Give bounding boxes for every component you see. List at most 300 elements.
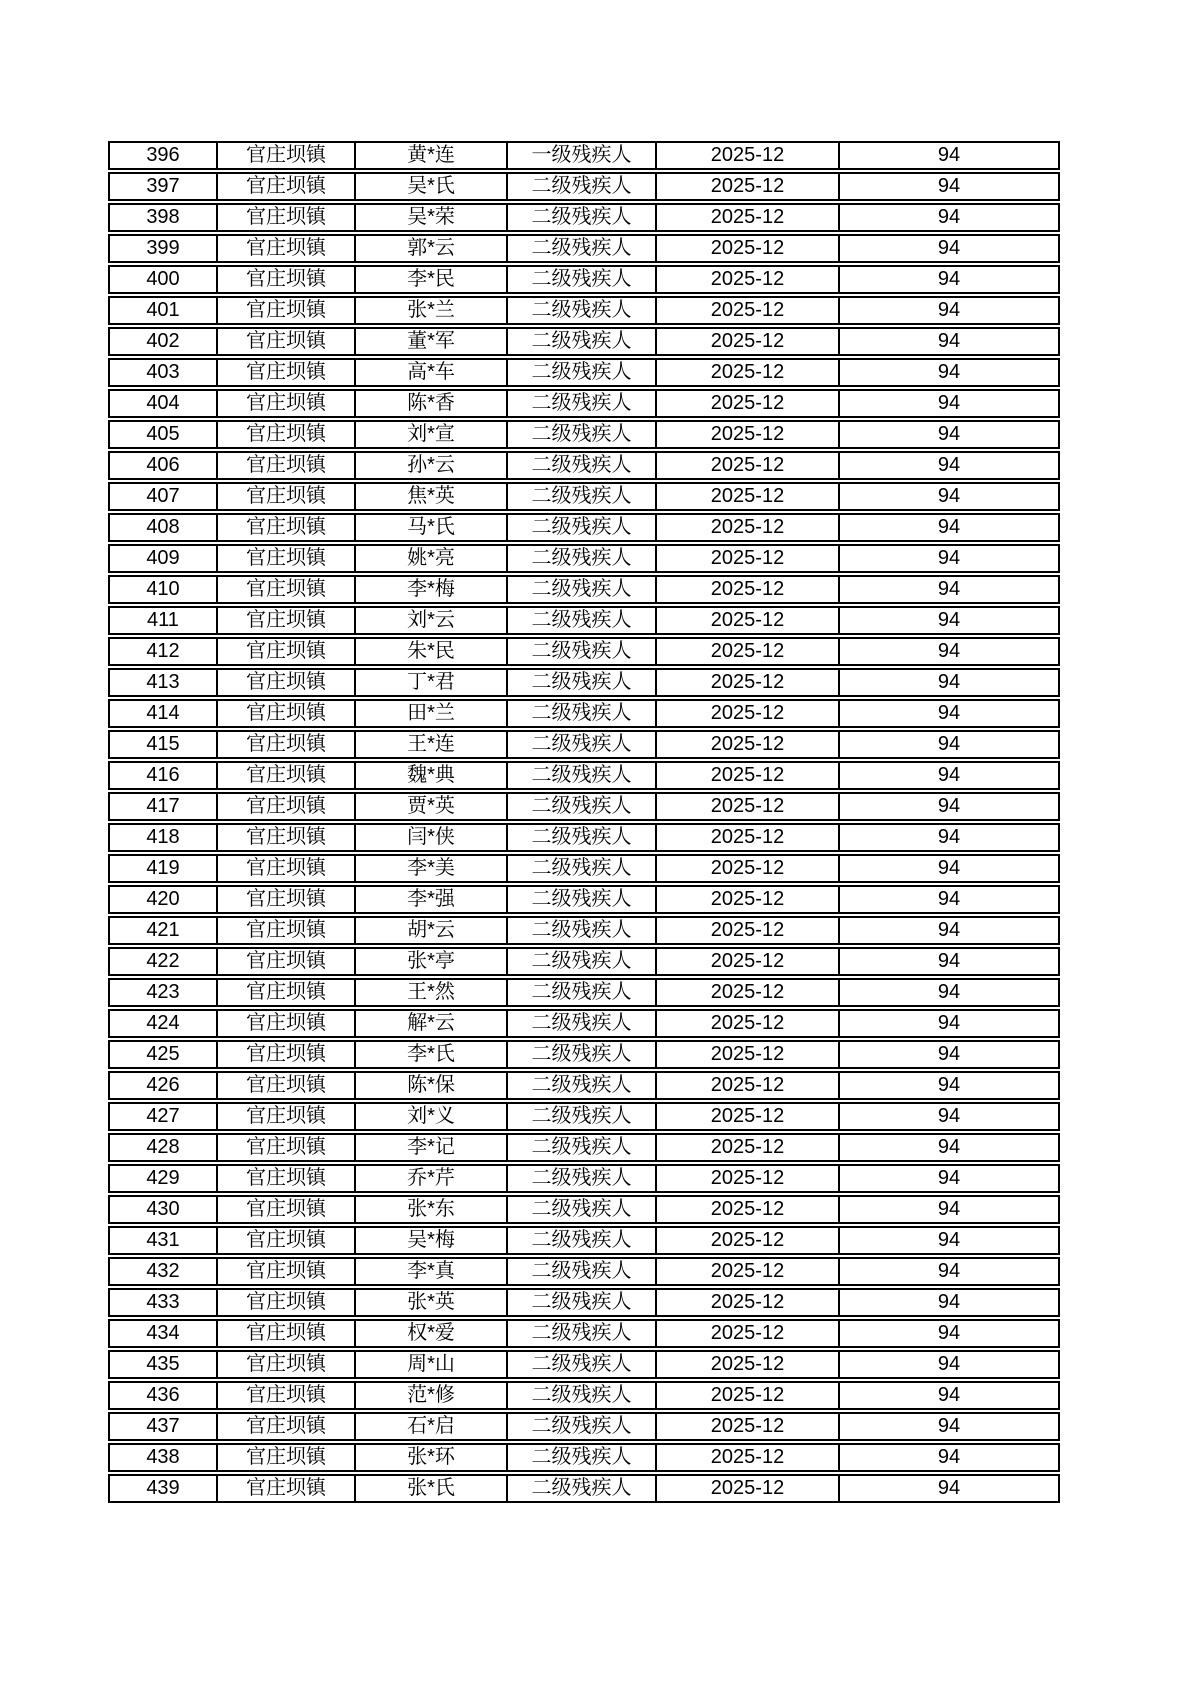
amount-cell: 94 [839, 544, 1060, 573]
disability-level-cell: 二级残疾人 [507, 699, 656, 728]
table-row [108, 172, 1060, 201]
month-cell: 2025-12 [656, 1009, 839, 1038]
amount-cell: 94 [839, 1195, 1060, 1224]
disability-level-cell: 二级残疾人 [507, 1009, 656, 1038]
month-cell: 2025-12 [656, 1195, 839, 1224]
town-cell: 官庄坝镇 [217, 1288, 355, 1317]
table-row [108, 420, 1060, 449]
disability-level-cell: 二级残疾人 [507, 947, 656, 976]
table-row [108, 1226, 1060, 1255]
disability-level-cell: 二级残疾人 [507, 358, 656, 387]
month-cell: 2025-12 [656, 637, 839, 666]
table-row [108, 327, 1060, 356]
town-cell: 官庄坝镇 [217, 978, 355, 1007]
masked-name-cell: 刘*宣 [355, 420, 507, 449]
month-cell: 2025-12 [656, 730, 839, 759]
table-row [108, 1040, 1060, 1069]
month-cell: 2025-12 [656, 1474, 839, 1503]
month-cell: 2025-12 [656, 1412, 839, 1441]
town-cell: 官庄坝镇 [217, 947, 355, 976]
amount-cell: 94 [839, 1288, 1060, 1317]
table-row [108, 637, 1060, 666]
amount-cell: 94 [839, 1164, 1060, 1193]
table-row [108, 606, 1060, 635]
town-cell: 官庄坝镇 [217, 792, 355, 821]
amount-cell: 94 [839, 1350, 1060, 1379]
table-row [108, 1195, 1060, 1224]
town-cell: 官庄坝镇 [217, 1257, 355, 1286]
masked-name-cell: 朱*民 [355, 637, 507, 666]
amount-cell: 94 [839, 358, 1060, 387]
row-number-cell: 403 [108, 358, 217, 387]
month-cell: 2025-12 [656, 978, 839, 1007]
month-cell: 2025-12 [656, 606, 839, 635]
disability-level-cell: 二级残疾人 [507, 265, 656, 294]
table-row [108, 1443, 1060, 1472]
table-row [108, 823, 1060, 852]
amount-cell: 94 [839, 451, 1060, 480]
table-row [108, 1412, 1060, 1441]
disability-level-cell: 二级残疾人 [507, 916, 656, 945]
masked-name-cell: 张*兰 [355, 296, 507, 325]
amount-cell: 94 [839, 203, 1060, 232]
amount-cell: 94 [839, 327, 1060, 356]
masked-name-cell: 范*修 [355, 1381, 507, 1410]
amount-cell: 94 [839, 761, 1060, 790]
town-cell: 官庄坝镇 [217, 265, 355, 294]
town-cell: 官庄坝镇 [217, 1195, 355, 1224]
town-cell: 官庄坝镇 [217, 1133, 355, 1162]
town-cell: 官庄坝镇 [217, 1412, 355, 1441]
table-row [108, 1474, 1060, 1503]
row-number-cell: 409 [108, 544, 217, 573]
masked-name-cell: 周*山 [355, 1350, 507, 1379]
disability-level-cell: 二级残疾人 [507, 544, 656, 573]
amount-cell: 94 [839, 172, 1060, 201]
masked-name-cell: 陈*香 [355, 389, 507, 418]
row-number-cell: 398 [108, 203, 217, 232]
masked-name-cell: 黄*连 [355, 141, 507, 170]
disability-level-cell: 二级残疾人 [507, 606, 656, 635]
amount-cell: 94 [839, 575, 1060, 604]
row-number-cell: 429 [108, 1164, 217, 1193]
disability-level-cell: 二级残疾人 [507, 637, 656, 666]
masked-name-cell: 李*真 [355, 1257, 507, 1286]
amount-cell: 94 [839, 1102, 1060, 1131]
row-number-cell: 402 [108, 327, 217, 356]
masked-name-cell: 胡*云 [355, 916, 507, 945]
table-row [108, 513, 1060, 542]
disability-level-cell: 二级残疾人 [507, 668, 656, 697]
disability-level-cell: 二级残疾人 [507, 1133, 656, 1162]
town-cell: 官庄坝镇 [217, 1319, 355, 1348]
town-cell: 官庄坝镇 [217, 668, 355, 697]
amount-cell: 94 [839, 1071, 1060, 1100]
row-number-cell: 417 [108, 792, 217, 821]
table-row [108, 761, 1060, 790]
row-number-cell: 433 [108, 1288, 217, 1317]
amount-cell: 94 [839, 141, 1060, 170]
disability-level-cell: 二级残疾人 [507, 730, 656, 759]
row-number-cell: 434 [108, 1319, 217, 1348]
amount-cell: 94 [839, 947, 1060, 976]
disability-level-cell: 二级残疾人 [507, 1195, 656, 1224]
disability-level-cell: 二级残疾人 [507, 1102, 656, 1131]
month-cell: 2025-12 [656, 172, 839, 201]
row-number-cell: 419 [108, 854, 217, 883]
disability-level-cell: 二级残疾人 [507, 761, 656, 790]
row-number-cell: 421 [108, 916, 217, 945]
town-cell: 官庄坝镇 [217, 1443, 355, 1472]
amount-cell: 94 [839, 265, 1060, 294]
town-cell: 官庄坝镇 [217, 389, 355, 418]
masked-name-cell: 刘*云 [355, 606, 507, 635]
masked-name-cell: 乔*芹 [355, 1164, 507, 1193]
table-row [108, 203, 1060, 232]
row-number-cell: 430 [108, 1195, 217, 1224]
disability-level-cell: 二级残疾人 [507, 1071, 656, 1100]
masked-name-cell: 焦*英 [355, 482, 507, 511]
table-row [108, 1288, 1060, 1317]
amount-cell: 94 [839, 854, 1060, 883]
town-cell: 官庄坝镇 [217, 1381, 355, 1410]
masked-name-cell: 刘*义 [355, 1102, 507, 1131]
row-number-cell: 411 [108, 606, 217, 635]
amount-cell: 94 [839, 637, 1060, 666]
disability-level-cell: 二级残疾人 [507, 1350, 656, 1379]
amount-cell: 94 [839, 606, 1060, 635]
row-number-cell: 437 [108, 1412, 217, 1441]
town-cell: 官庄坝镇 [217, 1040, 355, 1069]
row-number-cell: 418 [108, 823, 217, 852]
amount-cell: 94 [839, 823, 1060, 852]
disability-level-cell: 二级残疾人 [507, 203, 656, 232]
town-cell: 官庄坝镇 [217, 637, 355, 666]
town-cell: 官庄坝镇 [217, 823, 355, 852]
row-number-cell: 400 [108, 265, 217, 294]
disability-level-cell: 二级残疾人 [507, 234, 656, 263]
month-cell: 2025-12 [656, 513, 839, 542]
disability-level-cell: 二级残疾人 [507, 854, 656, 883]
table-row [108, 296, 1060, 325]
town-cell: 官庄坝镇 [217, 358, 355, 387]
masked-name-cell: 李*记 [355, 1133, 507, 1162]
row-number-cell: 435 [108, 1350, 217, 1379]
amount-cell: 94 [839, 420, 1060, 449]
masked-name-cell: 孙*云 [355, 451, 507, 480]
table-row [108, 1350, 1060, 1379]
table-row [108, 389, 1060, 418]
town-cell: 官庄坝镇 [217, 1102, 355, 1131]
amount-cell: 94 [839, 699, 1060, 728]
table-row [108, 699, 1060, 728]
disability-level-cell: 二级残疾人 [507, 792, 656, 821]
disability-level-cell: 二级残疾人 [507, 885, 656, 914]
disability-level-cell: 二级残疾人 [507, 389, 656, 418]
amount-cell: 94 [839, 1009, 1060, 1038]
masked-name-cell: 王*然 [355, 978, 507, 1007]
disability-level-cell: 一级残疾人 [507, 141, 656, 170]
month-cell: 2025-12 [656, 947, 839, 976]
row-number-cell: 396 [108, 141, 217, 170]
masked-name-cell: 张*东 [355, 1195, 507, 1224]
amount-cell: 94 [839, 668, 1060, 697]
town-cell: 官庄坝镇 [217, 916, 355, 945]
row-number-cell: 422 [108, 947, 217, 976]
row-number-cell: 401 [108, 296, 217, 325]
amount-cell: 94 [839, 792, 1060, 821]
row-number-cell: 415 [108, 730, 217, 759]
month-cell: 2025-12 [656, 1164, 839, 1193]
disability-level-cell: 二级残疾人 [507, 1257, 656, 1286]
month-cell: 2025-12 [656, 1226, 839, 1255]
town-cell: 官庄坝镇 [217, 1164, 355, 1193]
town-cell: 官庄坝镇 [217, 172, 355, 201]
disability-level-cell: 二级残疾人 [507, 513, 656, 542]
amount-cell: 94 [839, 1133, 1060, 1162]
amount-cell: 94 [839, 885, 1060, 914]
disability-level-cell: 二级残疾人 [507, 1381, 656, 1410]
town-cell: 官庄坝镇 [217, 854, 355, 883]
table-row [108, 234, 1060, 263]
disability-level-cell: 二级残疾人 [507, 1412, 656, 1441]
table-row [108, 792, 1060, 821]
disability-level-cell: 二级残疾人 [507, 327, 656, 356]
town-cell: 官庄坝镇 [217, 544, 355, 573]
month-cell: 2025-12 [656, 1102, 839, 1131]
month-cell: 2025-12 [656, 327, 839, 356]
disability-level-cell: 二级残疾人 [507, 451, 656, 480]
amount-cell: 94 [839, 1319, 1060, 1348]
masked-name-cell: 张*亭 [355, 947, 507, 976]
row-number-cell: 413 [108, 668, 217, 697]
masked-name-cell: 张*环 [355, 1443, 507, 1472]
masked-name-cell: 李*美 [355, 854, 507, 883]
masked-name-cell: 马*氏 [355, 513, 507, 542]
month-cell: 2025-12 [656, 699, 839, 728]
table-row [108, 265, 1060, 294]
amount-cell: 94 [839, 389, 1060, 418]
disability-level-cell: 二级残疾人 [507, 575, 656, 604]
table-row [108, 358, 1060, 387]
table-row [108, 544, 1060, 573]
month-cell: 2025-12 [656, 265, 839, 294]
month-cell: 2025-12 [656, 389, 839, 418]
row-number-cell: 412 [108, 637, 217, 666]
month-cell: 2025-12 [656, 482, 839, 511]
masked-name-cell: 吴*梅 [355, 1226, 507, 1255]
masked-name-cell: 吴*荣 [355, 203, 507, 232]
masked-name-cell: 李*氏 [355, 1040, 507, 1069]
town-cell: 官庄坝镇 [217, 141, 355, 170]
amount-cell: 94 [839, 513, 1060, 542]
masked-name-cell: 石*启 [355, 1412, 507, 1441]
masked-name-cell: 田*兰 [355, 699, 507, 728]
town-cell: 官庄坝镇 [217, 327, 355, 356]
masked-name-cell: 魏*典 [355, 761, 507, 790]
table-row [108, 1133, 1060, 1162]
disability-level-cell: 二级残疾人 [507, 482, 656, 511]
row-number-cell: 410 [108, 575, 217, 604]
disability-level-cell: 二级残疾人 [507, 1226, 656, 1255]
disability-level-cell: 二级残疾人 [507, 1040, 656, 1069]
masked-name-cell: 吴*氏 [355, 172, 507, 201]
row-number-cell: 425 [108, 1040, 217, 1069]
table-row [108, 730, 1060, 759]
row-number-cell: 432 [108, 1257, 217, 1286]
masked-name-cell: 闫*侠 [355, 823, 507, 852]
amount-cell: 94 [839, 978, 1060, 1007]
month-cell: 2025-12 [656, 1257, 839, 1286]
town-cell: 官庄坝镇 [217, 482, 355, 511]
table-row [108, 141, 1060, 170]
amount-cell: 94 [839, 1226, 1060, 1255]
table-row [108, 1319, 1060, 1348]
table-row [108, 482, 1060, 511]
row-number-cell: 439 [108, 1474, 217, 1503]
month-cell: 2025-12 [656, 203, 839, 232]
disability-level-cell: 二级残疾人 [507, 1164, 656, 1193]
row-number-cell: 428 [108, 1133, 217, 1162]
town-cell: 官庄坝镇 [217, 885, 355, 914]
town-cell: 官庄坝镇 [217, 296, 355, 325]
disability-level-cell: 二级残疾人 [507, 1319, 656, 1348]
masked-name-cell: 解*云 [355, 1009, 507, 1038]
month-cell: 2025-12 [656, 916, 839, 945]
table-row [108, 916, 1060, 945]
table-body [108, 141, 1060, 1503]
month-cell: 2025-12 [656, 451, 839, 480]
masked-name-cell: 董*军 [355, 327, 507, 356]
row-number-cell: 408 [108, 513, 217, 542]
month-cell: 2025-12 [656, 544, 839, 573]
disability-level-cell: 二级残疾人 [507, 978, 656, 1007]
row-number-cell: 414 [108, 699, 217, 728]
month-cell: 2025-12 [656, 141, 839, 170]
masked-name-cell: 姚*亮 [355, 544, 507, 573]
masked-name-cell: 王*连 [355, 730, 507, 759]
town-cell: 官庄坝镇 [217, 730, 355, 759]
masked-name-cell: 李*民 [355, 265, 507, 294]
amount-cell: 94 [839, 1257, 1060, 1286]
table-row [108, 978, 1060, 1007]
table-row [108, 451, 1060, 480]
row-number-cell: 438 [108, 1443, 217, 1472]
row-number-cell: 399 [108, 234, 217, 263]
town-cell: 官庄坝镇 [217, 1009, 355, 1038]
table-row [108, 1164, 1060, 1193]
amount-cell: 94 [839, 234, 1060, 263]
month-cell: 2025-12 [656, 1040, 839, 1069]
row-number-cell: 397 [108, 172, 217, 201]
month-cell: 2025-12 [656, 1350, 839, 1379]
amount-cell: 94 [839, 916, 1060, 945]
month-cell: 2025-12 [656, 575, 839, 604]
disability-level-cell: 二级残疾人 [507, 823, 656, 852]
row-number-cell: 426 [108, 1071, 217, 1100]
amount-cell: 94 [839, 1381, 1060, 1410]
masked-name-cell: 高*车 [355, 358, 507, 387]
row-number-cell: 423 [108, 978, 217, 1007]
month-cell: 2025-12 [656, 1133, 839, 1162]
masked-name-cell: 丁*君 [355, 668, 507, 697]
table-row [108, 1257, 1060, 1286]
row-number-cell: 407 [108, 482, 217, 511]
amount-cell: 94 [839, 482, 1060, 511]
masked-name-cell: 陈*保 [355, 1071, 507, 1100]
month-cell: 2025-12 [656, 668, 839, 697]
town-cell: 官庄坝镇 [217, 234, 355, 263]
row-number-cell: 424 [108, 1009, 217, 1038]
month-cell: 2025-12 [656, 792, 839, 821]
month-cell: 2025-12 [656, 761, 839, 790]
month-cell: 2025-12 [656, 854, 839, 883]
row-number-cell: 406 [108, 451, 217, 480]
masked-name-cell: 李*强 [355, 885, 507, 914]
town-cell: 官庄坝镇 [217, 1226, 355, 1255]
row-number-cell: 416 [108, 761, 217, 790]
row-number-cell: 436 [108, 1381, 217, 1410]
amount-cell: 94 [839, 296, 1060, 325]
month-cell: 2025-12 [656, 1319, 839, 1348]
town-cell: 官庄坝镇 [217, 761, 355, 790]
table-row [108, 1102, 1060, 1131]
row-number-cell: 404 [108, 389, 217, 418]
benefits-table [108, 139, 1060, 1505]
month-cell: 2025-12 [656, 885, 839, 914]
amount-cell: 94 [839, 1412, 1060, 1441]
town-cell: 官庄坝镇 [217, 203, 355, 232]
table-row [108, 885, 1060, 914]
row-number-cell: 405 [108, 420, 217, 449]
month-cell: 2025-12 [656, 823, 839, 852]
table-row [108, 668, 1060, 697]
town-cell: 官庄坝镇 [217, 1071, 355, 1100]
disability-level-cell: 二级残疾人 [507, 1474, 656, 1503]
town-cell: 官庄坝镇 [217, 420, 355, 449]
month-cell: 2025-12 [656, 1443, 839, 1472]
masked-name-cell: 张*氏 [355, 1474, 507, 1503]
masked-name-cell: 李*梅 [355, 575, 507, 604]
table-row [108, 1009, 1060, 1038]
table-row [108, 1381, 1060, 1410]
amount-cell: 94 [839, 1040, 1060, 1069]
month-cell: 2025-12 [656, 1071, 839, 1100]
month-cell: 2025-12 [656, 420, 839, 449]
town-cell: 官庄坝镇 [217, 513, 355, 542]
disability-level-cell: 二级残疾人 [507, 1288, 656, 1317]
row-number-cell: 427 [108, 1102, 217, 1131]
month-cell: 2025-12 [656, 1288, 839, 1317]
masked-name-cell: 贾*英 [355, 792, 507, 821]
town-cell: 官庄坝镇 [217, 1350, 355, 1379]
town-cell: 官庄坝镇 [217, 451, 355, 480]
row-number-cell: 431 [108, 1226, 217, 1255]
town-cell: 官庄坝镇 [217, 575, 355, 604]
amount-cell: 94 [839, 1474, 1060, 1503]
masked-name-cell: 权*爱 [355, 1319, 507, 1348]
month-cell: 2025-12 [656, 358, 839, 387]
table-row [108, 947, 1060, 976]
masked-name-cell: 郭*云 [355, 234, 507, 263]
disability-level-cell: 二级残疾人 [507, 172, 656, 201]
month-cell: 2025-12 [656, 234, 839, 263]
town-cell: 官庄坝镇 [217, 606, 355, 635]
disability-level-cell: 二级残疾人 [507, 296, 656, 325]
disability-level-cell: 二级残疾人 [507, 1443, 656, 1472]
row-number-cell: 420 [108, 885, 217, 914]
table-row [108, 575, 1060, 604]
